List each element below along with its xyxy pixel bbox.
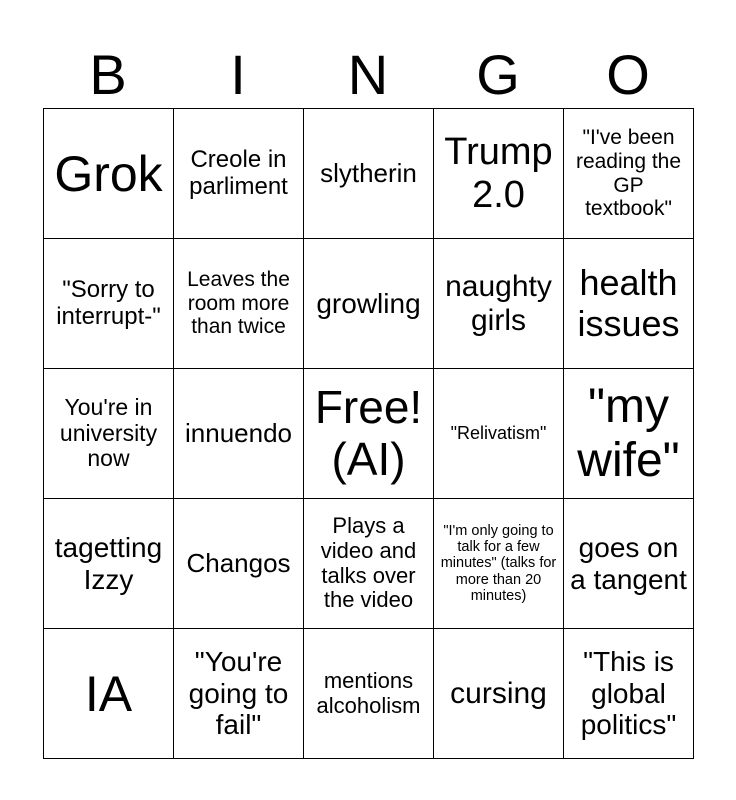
board-row: [44, 109, 694, 239]
board-row: [44, 499, 694, 629]
board-row: [44, 369, 694, 499]
bingo-cell[interactable]: Plays a video and talks over the video: [304, 499, 434, 629]
bingo-cell[interactable]: naughty girls: [434, 239, 564, 369]
bingo-board: [43, 108, 694, 759]
bingo-header: [43, 42, 693, 108]
bingo-cell-free[interactable]: Free! (AI): [304, 369, 434, 499]
bingo-cell[interactable]: Trump 2.0: [434, 109, 564, 239]
board-row: [44, 629, 694, 759]
bingo-cell[interactable]: "I've been reading the GP textbook": [564, 109, 694, 239]
bingo-cell[interactable]: Changos: [174, 499, 304, 629]
bingo-cell[interactable]: Creole in parliment: [174, 109, 304, 239]
bingo-cell[interactable]: You're in university now: [44, 369, 174, 499]
bingo-cell[interactable]: "my wife": [564, 369, 694, 499]
bingo-cell[interactable]: mentions alcoholism: [304, 629, 434, 759]
bingo-cell[interactable]: innuendo: [174, 369, 304, 499]
bingo-cell[interactable]: IA: [44, 629, 174, 759]
bingo-cell[interactable]: cursing: [434, 629, 564, 759]
bingo-cell[interactable]: "Sorry to interrupt-": [44, 239, 174, 369]
header-letter-g: G: [476, 43, 520, 106]
bingo-cell[interactable]: "You're going to fail": [174, 629, 304, 759]
bingo-cell[interactable]: "This is global politics": [564, 629, 694, 759]
bingo-cell[interactable]: Leaves the room more than twice: [174, 239, 304, 369]
header-letter-o: O: [606, 43, 650, 106]
bingo-cell[interactable]: "I'm only going to talk for a few minutes" (talks for more than 20 minutes): [434, 499, 564, 629]
header-letter-b: B: [89, 43, 127, 106]
bingo-cell[interactable]: health issues: [564, 239, 694, 369]
bingo-cell[interactable]: Grok: [44, 109, 174, 239]
bingo-cell[interactable]: goes on a tangent: [564, 499, 694, 629]
bingo-cell[interactable]: growling: [304, 239, 434, 369]
bingo-cell[interactable]: slytherin: [304, 109, 434, 239]
bingo-cell[interactable]: "Relivatism": [434, 369, 564, 499]
header-letter-i: I: [230, 43, 246, 106]
board-row: [44, 239, 694, 369]
bingo-cell[interactable]: tagetting Izzy: [44, 499, 174, 629]
header-letter-n: N: [347, 43, 389, 106]
